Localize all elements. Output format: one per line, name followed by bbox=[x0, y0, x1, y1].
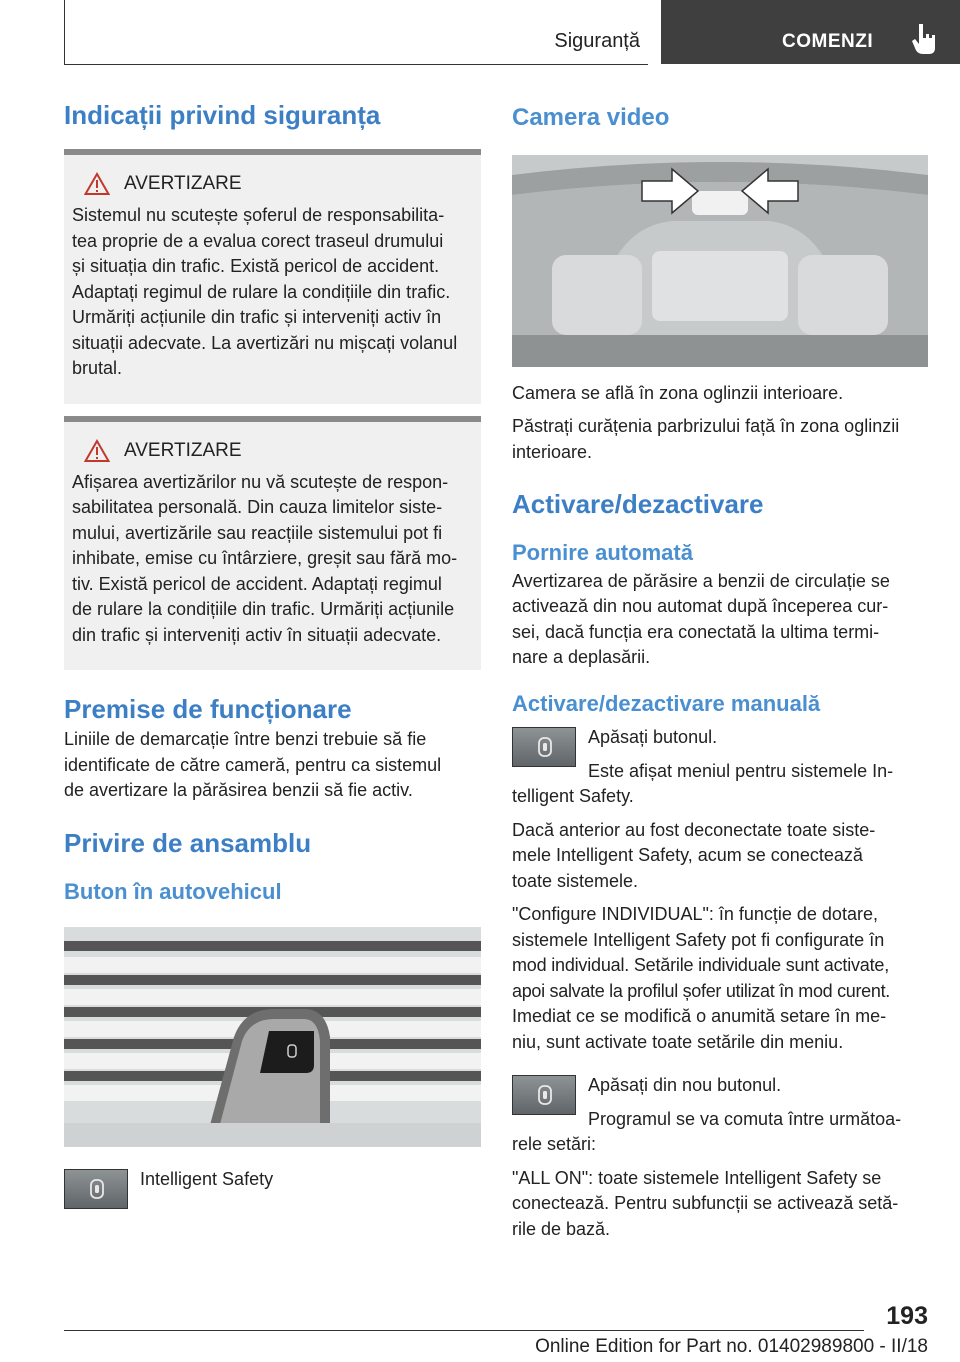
auto-line: activează din nou automat după începerea cur- bbox=[512, 596, 889, 617]
configure-line: apoi salvate la profilul șofer utilizat în mod curent. bbox=[512, 980, 890, 1001]
auto-line: Avertizarea de părăsire a benzii de circulație se bbox=[512, 570, 890, 591]
header-rule bbox=[64, 64, 648, 65]
intelligent-safety-button[interactable] bbox=[512, 727, 576, 767]
press-again-text: Apăsați din nou butonul. bbox=[588, 1075, 782, 1096]
program-text: Programul se va comuta între următoa- bbox=[588, 1108, 902, 1129]
allon-line: conectează. Pentru subfuncții se activează setă- bbox=[512, 1193, 899, 1214]
warning-triangle-icon bbox=[84, 172, 110, 196]
overview-title: Privire de ansamblu bbox=[64, 827, 312, 858]
warning-title-text: AVERTIZARE bbox=[124, 439, 242, 461]
warning-text-line: din trafic și interveniți activ în situații adecvate. bbox=[72, 624, 442, 645]
left-column bbox=[64, 100, 481, 1209]
pointing-hand-icon bbox=[909, 22, 939, 56]
header-divider bbox=[64, 0, 65, 64]
right-column bbox=[512, 100, 928, 1242]
menu-text: Este afișat meniul pentru sistemele In- bbox=[588, 760, 894, 781]
configure-line: niu, sunt activate toate setările din meniu. bbox=[512, 1031, 844, 1052]
intelligent-safety-icon bbox=[537, 1084, 553, 1106]
header-tab-comenzi[interactable] bbox=[661, 0, 960, 64]
warning-text-line: Sistemul nu scutește șoferul de responsabilita- bbox=[72, 205, 445, 226]
program-text: rele setări: bbox=[512, 1134, 597, 1155]
warning-text-line: brutal. bbox=[72, 358, 123, 379]
camera-line: interioare. bbox=[512, 441, 593, 462]
warning-text-line: de rulare la condițiile din trafic. Urmăriți acțiunile bbox=[72, 599, 455, 620]
if-line: Dacă anterior au fost deconectate toate siste- bbox=[512, 819, 876, 840]
intelligent-safety-button[interactable] bbox=[512, 1075, 576, 1115]
warning-text-line: tea proprie de a evalua corect traseul drumului bbox=[72, 230, 444, 251]
intelligent-safety-icon bbox=[89, 1178, 105, 1200]
manual-title: Activare/dezactivare manuală bbox=[512, 690, 821, 716]
warning-box-1 bbox=[64, 149, 481, 404]
premise-line: Liniile de demarcație între benzi trebuie să fie bbox=[64, 729, 427, 750]
header-section-title: Siguranță bbox=[554, 30, 640, 52]
warning-box-2 bbox=[64, 416, 481, 671]
if-line: toate sistemele. bbox=[512, 870, 639, 891]
menu-text: telligent Safety. bbox=[512, 786, 634, 807]
press-again-row bbox=[512, 1075, 928, 1132]
auto-line: nare a deplasării. bbox=[512, 647, 651, 668]
auto-start-title: Pornire automată bbox=[512, 540, 693, 566]
press-button-row bbox=[512, 727, 928, 784]
allon-line: "ALL ON": toate sistemele Intelligent Safety se bbox=[512, 1167, 882, 1188]
warning-text-line: situații adecvate. La avertizări nu mișcați volanul bbox=[72, 332, 458, 353]
press-button-text: Apăsați butonul. bbox=[588, 727, 718, 748]
warning-text-line: sabilitatea personală. Din cauza limitelor siste- bbox=[72, 497, 443, 518]
camera-line: Păstrați curățenia parbrizului față în zona oglinzii bbox=[512, 416, 900, 437]
button-caption-row bbox=[64, 1169, 481, 1209]
button-caption: Intelligent Safety bbox=[140, 1169, 274, 1190]
camera-title: Camera video bbox=[512, 104, 670, 131]
configure-line: mod individual. Setările individuale sunt activate, bbox=[512, 955, 890, 976]
premise-title: Premise de funcționare bbox=[64, 694, 352, 725]
configure-line: sistemele Intelligent Safety pot fi configurate în bbox=[512, 929, 885, 950]
camera-line: Camera se află în zona oglinzii interioare. bbox=[512, 382, 844, 403]
camera-photo bbox=[512, 155, 928, 367]
button-section-title: Buton în autovehicul bbox=[64, 879, 282, 905]
vehicle-button-photo bbox=[64, 927, 481, 1147]
if-line: mele Intelligent Safety, acum se conectează bbox=[512, 845, 863, 866]
configure-line: Imediat ce se modifică o anumită setare în me- bbox=[512, 1006, 887, 1027]
warning-title-text: AVERTIZARE bbox=[124, 173, 242, 195]
footer-rule bbox=[64, 1330, 864, 1331]
page-number: 193 bbox=[886, 1302, 928, 1330]
warning-text-line: inhibate, emise cu întârziere, greșit sau fără mo- bbox=[72, 548, 458, 569]
warning-text-line: Afișarea avertizărilor nu vă scutește de respon- bbox=[72, 471, 449, 492]
warning-text-line: mului, avertizările sau reacțiile sistemului pot fi bbox=[72, 522, 443, 543]
auto-line: sei, dacă funcția era conectată la ultima termi- bbox=[512, 621, 880, 642]
intelligent-safety-icon bbox=[537, 736, 553, 758]
footer-edition: Online Edition for Part no. 01402989800 - II/18 bbox=[535, 1336, 928, 1357]
car-interior-image bbox=[512, 155, 928, 367]
warning-title bbox=[72, 436, 473, 466]
warning-text-line: Urmăriți acțiunile din trafic și interveniți activ în bbox=[72, 307, 442, 328]
dashboard-vent-image bbox=[64, 927, 481, 1147]
warning-title bbox=[72, 169, 473, 199]
header-tab-label: COMENZI bbox=[782, 31, 874, 52]
warning-text-line: Adaptați regimul de rulare la condițiile din trafic. bbox=[72, 281, 451, 302]
safety-title: Indicații privind siguranța bbox=[64, 100, 381, 130]
premise-line: de avertizare la părăsirea benzii să fie activ. bbox=[64, 780, 413, 801]
warning-text-line: și situația din trafic. Există pericol de accident. bbox=[72, 256, 440, 277]
warning-triangle-icon bbox=[84, 439, 110, 463]
allon-line: rile de bază. bbox=[512, 1218, 611, 1239]
configure-line: "Configure INDIVIDUAL": în funcție de dotare, bbox=[512, 904, 878, 925]
warning-text-line: tiv. Există pericol de accident. Adaptați regimul bbox=[72, 573, 442, 594]
activation-title: Activare/dezactivare bbox=[512, 489, 764, 520]
premise-line: identificate de către cameră, pentru ca sistemul bbox=[64, 754, 442, 775]
intelligent-safety-button[interactable] bbox=[64, 1169, 128, 1209]
